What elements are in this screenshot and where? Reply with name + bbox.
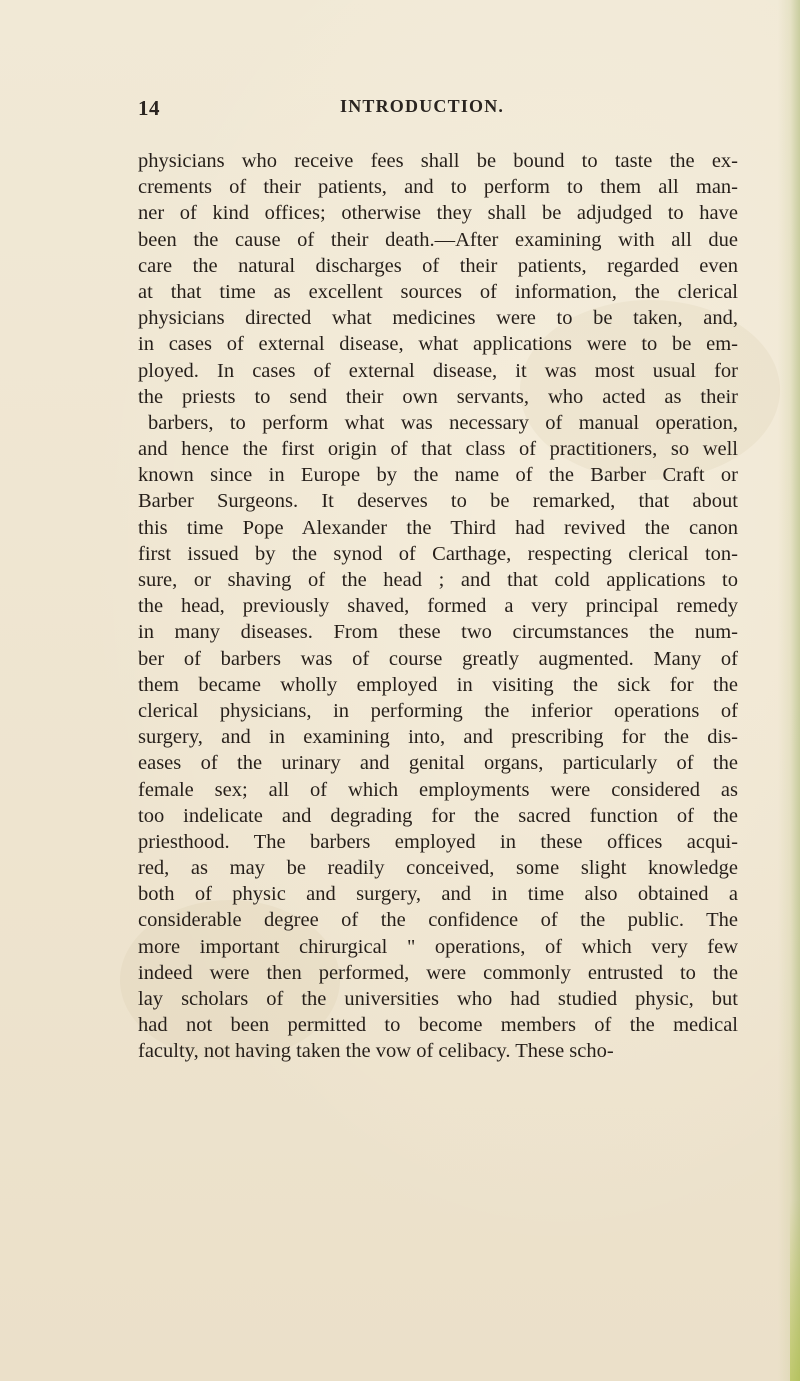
text-line: priesthood. The barbers employed in these offices acqui- (138, 830, 738, 853)
text-line: known since in Europe by the name of the Barber Craft or (138, 464, 738, 487)
page-edge-shadow (778, 0, 800, 1381)
text-line: too indelicate and degrading for the sacred function of the (138, 804, 738, 827)
text-line: ployed. In cases of external disease, it was most usual for (138, 359, 738, 382)
text-line: this time Pope Alexander the Third had revived the canon (138, 516, 738, 539)
text-line: physicians who receive fees shall be bound to taste the ex- (138, 150, 738, 172)
text-line: female sex; all of which employments were considered as (138, 778, 738, 801)
text-line: Barber Surgeons. It deserves to be remarked, that about (138, 490, 738, 513)
page-header (96, 96, 696, 126)
text-line: and hence the first origin of that class of practitioners, so well (138, 438, 738, 461)
text-line: indeed were then performed, were commonly entrusted to the (138, 961, 738, 984)
text-line: surgery, and in examining into, and prescribing for the dis- (138, 726, 738, 749)
text-line: crements of their patients, and to perform to them all man- (138, 176, 738, 199)
text-line: lay scholars of the universities who had studied physic, but (138, 988, 738, 1010)
text-line: had not been permitted to become members of the medical (138, 1014, 738, 1037)
text-line: ber of barbers was of course greatly augmented. Many of (138, 647, 738, 670)
text-line: been the cause of their death.—After examining with all due (138, 228, 738, 251)
text-line: the head, previously shaved, formed a very principal remedy (138, 595, 738, 618)
page-number: 14 (138, 96, 160, 120)
text-line: in many diseases. From these two circumstances the num- (138, 621, 738, 644)
text-line: physicians directed what medicines were to be taken, and, (138, 307, 738, 330)
text-line: both of physic and surgery, and in time also obtained a (138, 883, 738, 906)
text-line: ner of kind offices; otherwise they shall be adjudged to have (138, 202, 738, 225)
text-line: first issued by the synod of Carthage, respecting clerical ton- (138, 542, 738, 565)
text-line: red, as may be readily conceived, some slight knowledge (138, 857, 738, 880)
body-text (138, 148, 738, 1065)
text-line: at that time as excellent sources of information, the clerical (138, 280, 738, 303)
text-line: faculty, not having taken the vow of celibacy. These scho- (138, 1040, 614, 1063)
text-line: sure, or shaving of the head ; and that cold applications to (138, 569, 738, 591)
text-line: them became wholly employed in visiting the sick for the (138, 673, 738, 696)
text-line: care the natural discharges of their patients, regarded even (138, 254, 738, 277)
text-line: in cases of external disease, what applications were to be em- (138, 333, 738, 356)
text-line: barbers, to perform what was necessary of manual operation, (148, 411, 738, 434)
text-line: eases of the urinary and genital organs, particularly of the (138, 752, 738, 775)
text-line: more important chirurgical " operations, of which very few (138, 935, 738, 958)
running-title: INTRODUCTION. (340, 96, 505, 116)
page-edge-discoloration (790, 1200, 800, 1381)
text-line: clerical physicians, in performing the inferior operations of (138, 699, 738, 722)
text-line: considerable degree of the confidence of the public. The (138, 909, 738, 932)
text-line: the priests to send their own servants, who acted as their (138, 385, 738, 408)
